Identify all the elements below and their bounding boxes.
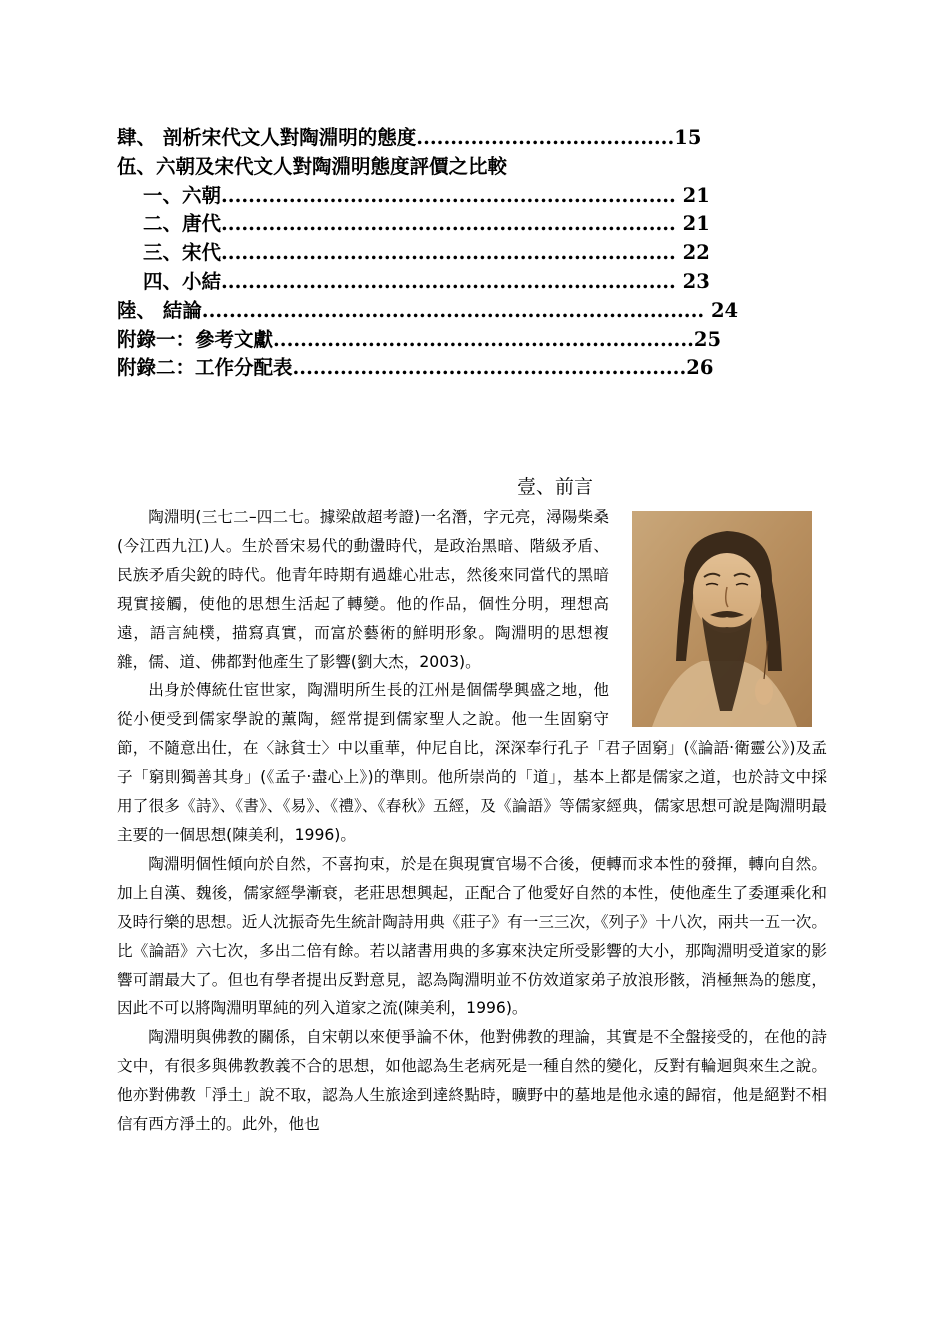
paragraph: 出身於傳統仕宦世家，陶淵明所生長的江州是個儒學興盛之地，他從小便受到儒家學說的薰陶，經常提到儒家聖人之說。他一生固窮守節，不隨意出仕，在〈詠貧士〉中以重華，仲尼自比，深深奉行孔子「君子固窮」(《論語‧衛靈公》)及孟子「窮則獨善其身」(《孟子‧盡心上》)的準則。他所崇尚的「道」，基本上都是儒家之道，也於詩文中採用了很多《詩》、《書》、《易》、《禮》、《春秋》五經，及《論語》等儒家經典，儒家思想可說是陶淵明最主要的一個思想(陳美利，1996)。 [117, 681, 827, 844]
toc-entry: 三、宋代................................................................... 22 [143, 241, 710, 265]
toc-entry: 四、小結................................................................... 23 [143, 269, 710, 293]
table-of-contents [117, 124, 817, 383]
toc-entry: 二、唐代................................................................... 21 [143, 212, 710, 236]
body-text [117, 503, 827, 1139]
toc-entry: 伍、六朝及宋代文人對陶淵明態度評價之比較 [117, 154, 508, 178]
toc-entry: 肆、 剖析宋代文人對陶淵明的態度......................................15 [117, 126, 702, 149]
toc-entry: 陸、 結論.......................................................................... 24 [117, 298, 739, 322]
toc-entry: 一、六朝................................................................... 21 [143, 183, 710, 207]
paragraph: 陶淵明(三七二–四二七。據梁啟超考證)一名潛，字元亮，潯陽柴桑(今江西九江)人。生於晉宋易代的動盪時代，是政治黑暗、階級矛盾、民族矛盾尖銳的時代。他青年時期有過雄心壯志，然後來同當代的黑暗現實接觸，使他的思想生活起了轉變。他的作品，個性分明，理想高遠，語言純樸，描寫真實，而富於藝術的鮮明形象。陶淵明的思想複雜，儒、道、佛都對他產生了影響(劉大杰，2003)。 [117, 508, 609, 671]
toc-entry: 附錄一：參考文獻..............................................................25 [117, 327, 722, 351]
paragraph: 陶淵明與佛教的關係，自宋朝以來便爭論不休，他對佛教的理論，其實是不全盤接受的，在他的詩文中，有很多與佛教教義不合的思想，如他認為生老病死是一種自然的變化，反對有輪迴與來生之說。他亦對佛教「淨土」說不取，認為人生旅途到達終點時，曠野中的墓地是他永遠的歸宿，他是絕對不相信有西方淨土的。此外，他也 [117, 1028, 827, 1134]
paragraph: 陶淵明個性傾向於自然，不喜拘束，於是在與現實官場不合後，便轉而求本性的發揮，轉向自然。加上自漢、魏後，儒家經學漸衰，老莊思想興起，正配合了他愛好自然的本性，使他產生了委運乘化和及時行樂的思想。近人沈振奇先生統計陶詩用典《莊子》有一三三次，《列子》十八次，兩共一五一次。比《論語》六七次，多出二倍有餘。若以諸書用典的多寡來決定所受影響的大小，那陶淵明受道家的影響可謂最大了。但也有學者提出反對意見，認為陶淵明並不仿效道家弟子放浪形骸，消極無為的態度，因此不可以將陶淵明單純的列入道家之流(陳美利，1996)。 [117, 854, 827, 1018]
toc-entry: 附錄二：工作分配表..........................................................26 [117, 356, 714, 380]
section-heading: 壹、前言 [517, 476, 594, 498]
